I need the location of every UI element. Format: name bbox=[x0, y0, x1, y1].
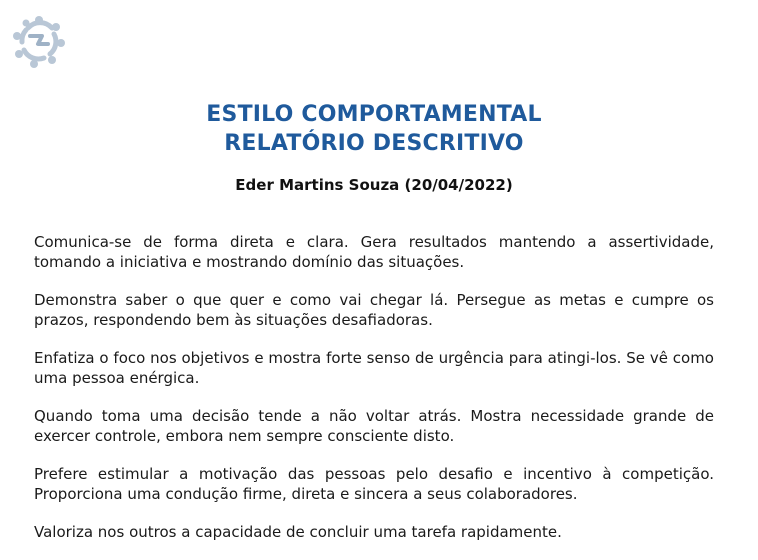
paragraph: Comunica-se de forma direta e clara. Gera resultados mantendo a assertividade, tomando a iniciativa e mostrando domínio das situações. bbox=[34, 233, 714, 271]
paragraph: Valoriza nos outros a capacidade de concluir uma tarefa rapidamente. bbox=[34, 523, 562, 541]
paragraph: Prefere estimular a motivação das pessoas pelo desafio e incentivo à competição. Proporciona uma condução firme, direta e sincera a seus colaboradores. bbox=[34, 465, 714, 503]
subject-name-date: Eder Martins Souza (20/04/2022) bbox=[235, 176, 513, 194]
paragraph: Quando toma uma decisão tende a não voltar atrás. Mostra necessidade grande de exercer controle, embora nem sempre consciente disto. bbox=[34, 407, 714, 445]
report-title-line1: ESTILO COMPORTAMENTAL bbox=[206, 102, 542, 127]
report-body bbox=[34, 232, 714, 560]
paragraph: Demonstra saber o que quer e como vai chegar lá. Persegue as metas e cumpre os prazos, respondendo bem às situações desafiadoras. bbox=[34, 291, 714, 329]
company-logo-icon bbox=[12, 14, 66, 68]
paragraph: Enfatiza o foco nos objetivos e mostra forte senso de urgência para atingi-los. Se vê como uma pessoa enérgica. bbox=[34, 349, 714, 387]
report-title-line2: RELATÓRIO DESCRITIVO bbox=[224, 131, 524, 156]
